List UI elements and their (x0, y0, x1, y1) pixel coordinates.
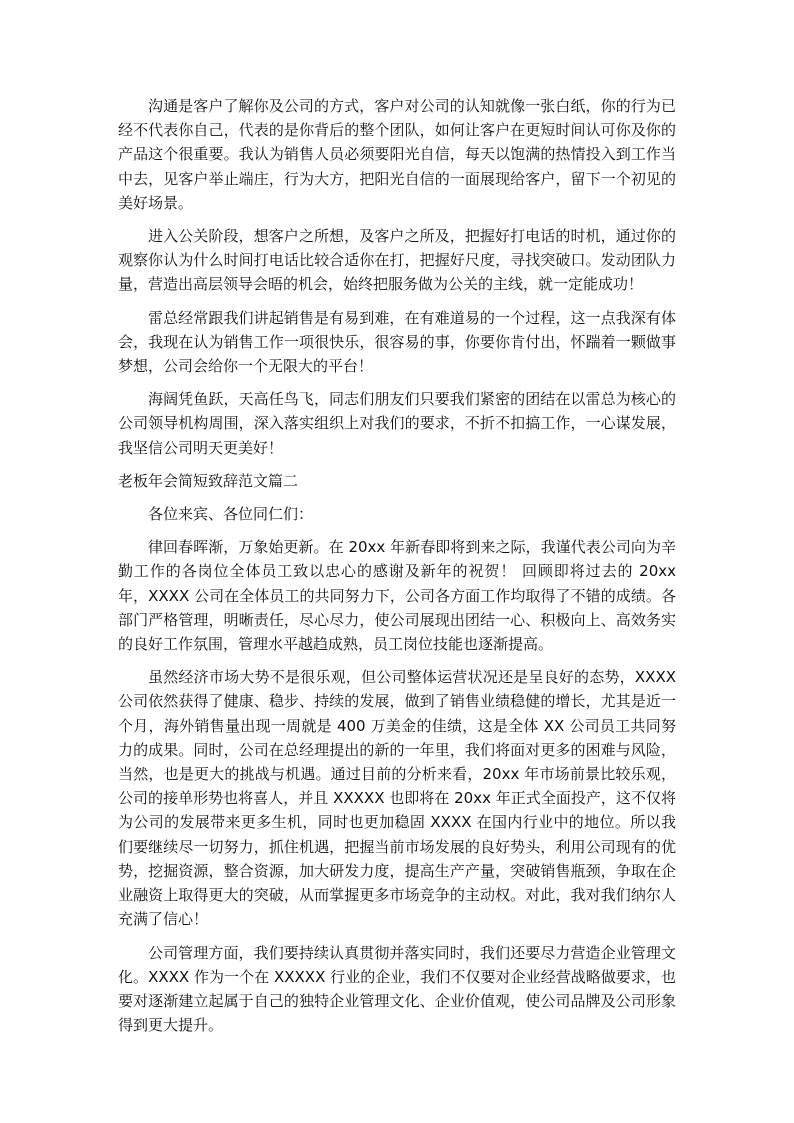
paragraph-new-year: 律回春晖渐，万象始更新。在 20xx 年新春即将到来之际，我谨代表公司向为辛勤工作的各岗位全体员工致以忠心的感谢及新年的祝贺！ 回顾即将过去的 20xx 年，XXXX 公司在全体员工的共同努力下，公司各方面工作均取得了不错的成绩。各部门严格管理，明晰责任，尽心尽力，使公司展现出团结一心、积极向上、高效务实的良好工作氛围，管理水平越趋成熟，员工岗位技能也逐渐提高。 (118, 538, 676, 654)
paragraph-management-culture: 公司管理方面，我们要持续认真贯彻并落实同时，我们还要尽力营造企业管理文化。XXXX 作为一个在 XXXXX 行业的企业，我们不仅要对企业经营战略做要求，也要对逐渐建立起属于自己的独特企业管理文化、企业价值观，使公司品牌及公司形象得到更大提升。 (118, 943, 676, 1035)
document-page (118, 94, 676, 1046)
paragraph-public-relations: 进入公关阶段，想客户之所想，及客户之所及，把握好打电话的时机，通过你的观察你认为什么时间打电话比较合适你在打，把握好尺度，寻找突破口。发动团队力量，营造出高层领导会晤的机会，始终把服务做为公关的主线，就一定能成功！ (118, 227, 676, 294)
paragraph-greeting: 各位来宾、各位同仁们： (148, 505, 314, 524)
paragraph-market-outlook: 虽然经济市场大势不是很乐观，但公司整体运营状况还是呈良好的态势，XXXX 公司依然获得了健康、稳步、持续的发展，做到了销售业绩稳健的增长，尤其是近一个月，海外销售量出现一周就是 400 万美金的佳绩，这是全体 XX 公司员工共同努力的成果。同时，公司在总经理提出的新的一年里，我们将面对更多的困难与风险，当然，也是更大的挑战与机遇。通过目前的分析来看，20xx 年市场前景比较乐观，公司的接单形势也将喜人，并且 XXXXX 也即将在 20xx 年正式全面投产，这不仅将为公司的发展带来更多生机，同时也更加稳固 XXXX 在国内行业中的地位。所以我们要继续尽一切努力，抓住机遇，把握当前市场发展的良好势头，利用公司现有的优势，挖掘资源，整合资源，加大研发力度，提高生产产量，突破销售瓶颈，争取在企业融资上取得更大的突破，从而掌握更多市场竞争的主动权。对此，我对我们纳尔人充满了信心！ (118, 668, 676, 929)
paragraph-communication: 沟通是客户了解你及公司的方式，客户对公司的认知就像一张白纸，你的行为已经不代表你自己，代表的是你背后的整个团队，如何让客户在更短时间认可你及你的产品这个很重要。我认为销售人员必须要阳光自信，每天以饱满的热情投入到工作当中去，见客户举止端庄，行为大方，把阳光自信的一面展现给客户，留下一个初见的美好场景。 (118, 97, 676, 212)
section-title: 老板年会简短致辞范文篇二 (118, 471, 299, 490)
paragraph-closing-confidence: 海阔凭鱼跃，天高任鸟飞，同志们朋友们只要我们紧密的团结在以雷总为核心的公司领导机构周围，深入落实组织上对我们的要求，不折不扣搞工作，一心谋发展，我坚信公司明天更美好！ (118, 390, 676, 457)
paragraph-sales-experience: 雷总经常跟我们讲起销售是有易到难，在有难道易的一个过程，这一点我深有体会，我现在认为销售工作一项很快乐，很容易的事，你要你肯付出，怀踹着一颗做事梦想，公司会给你一个无限大的平台！ (118, 308, 676, 376)
